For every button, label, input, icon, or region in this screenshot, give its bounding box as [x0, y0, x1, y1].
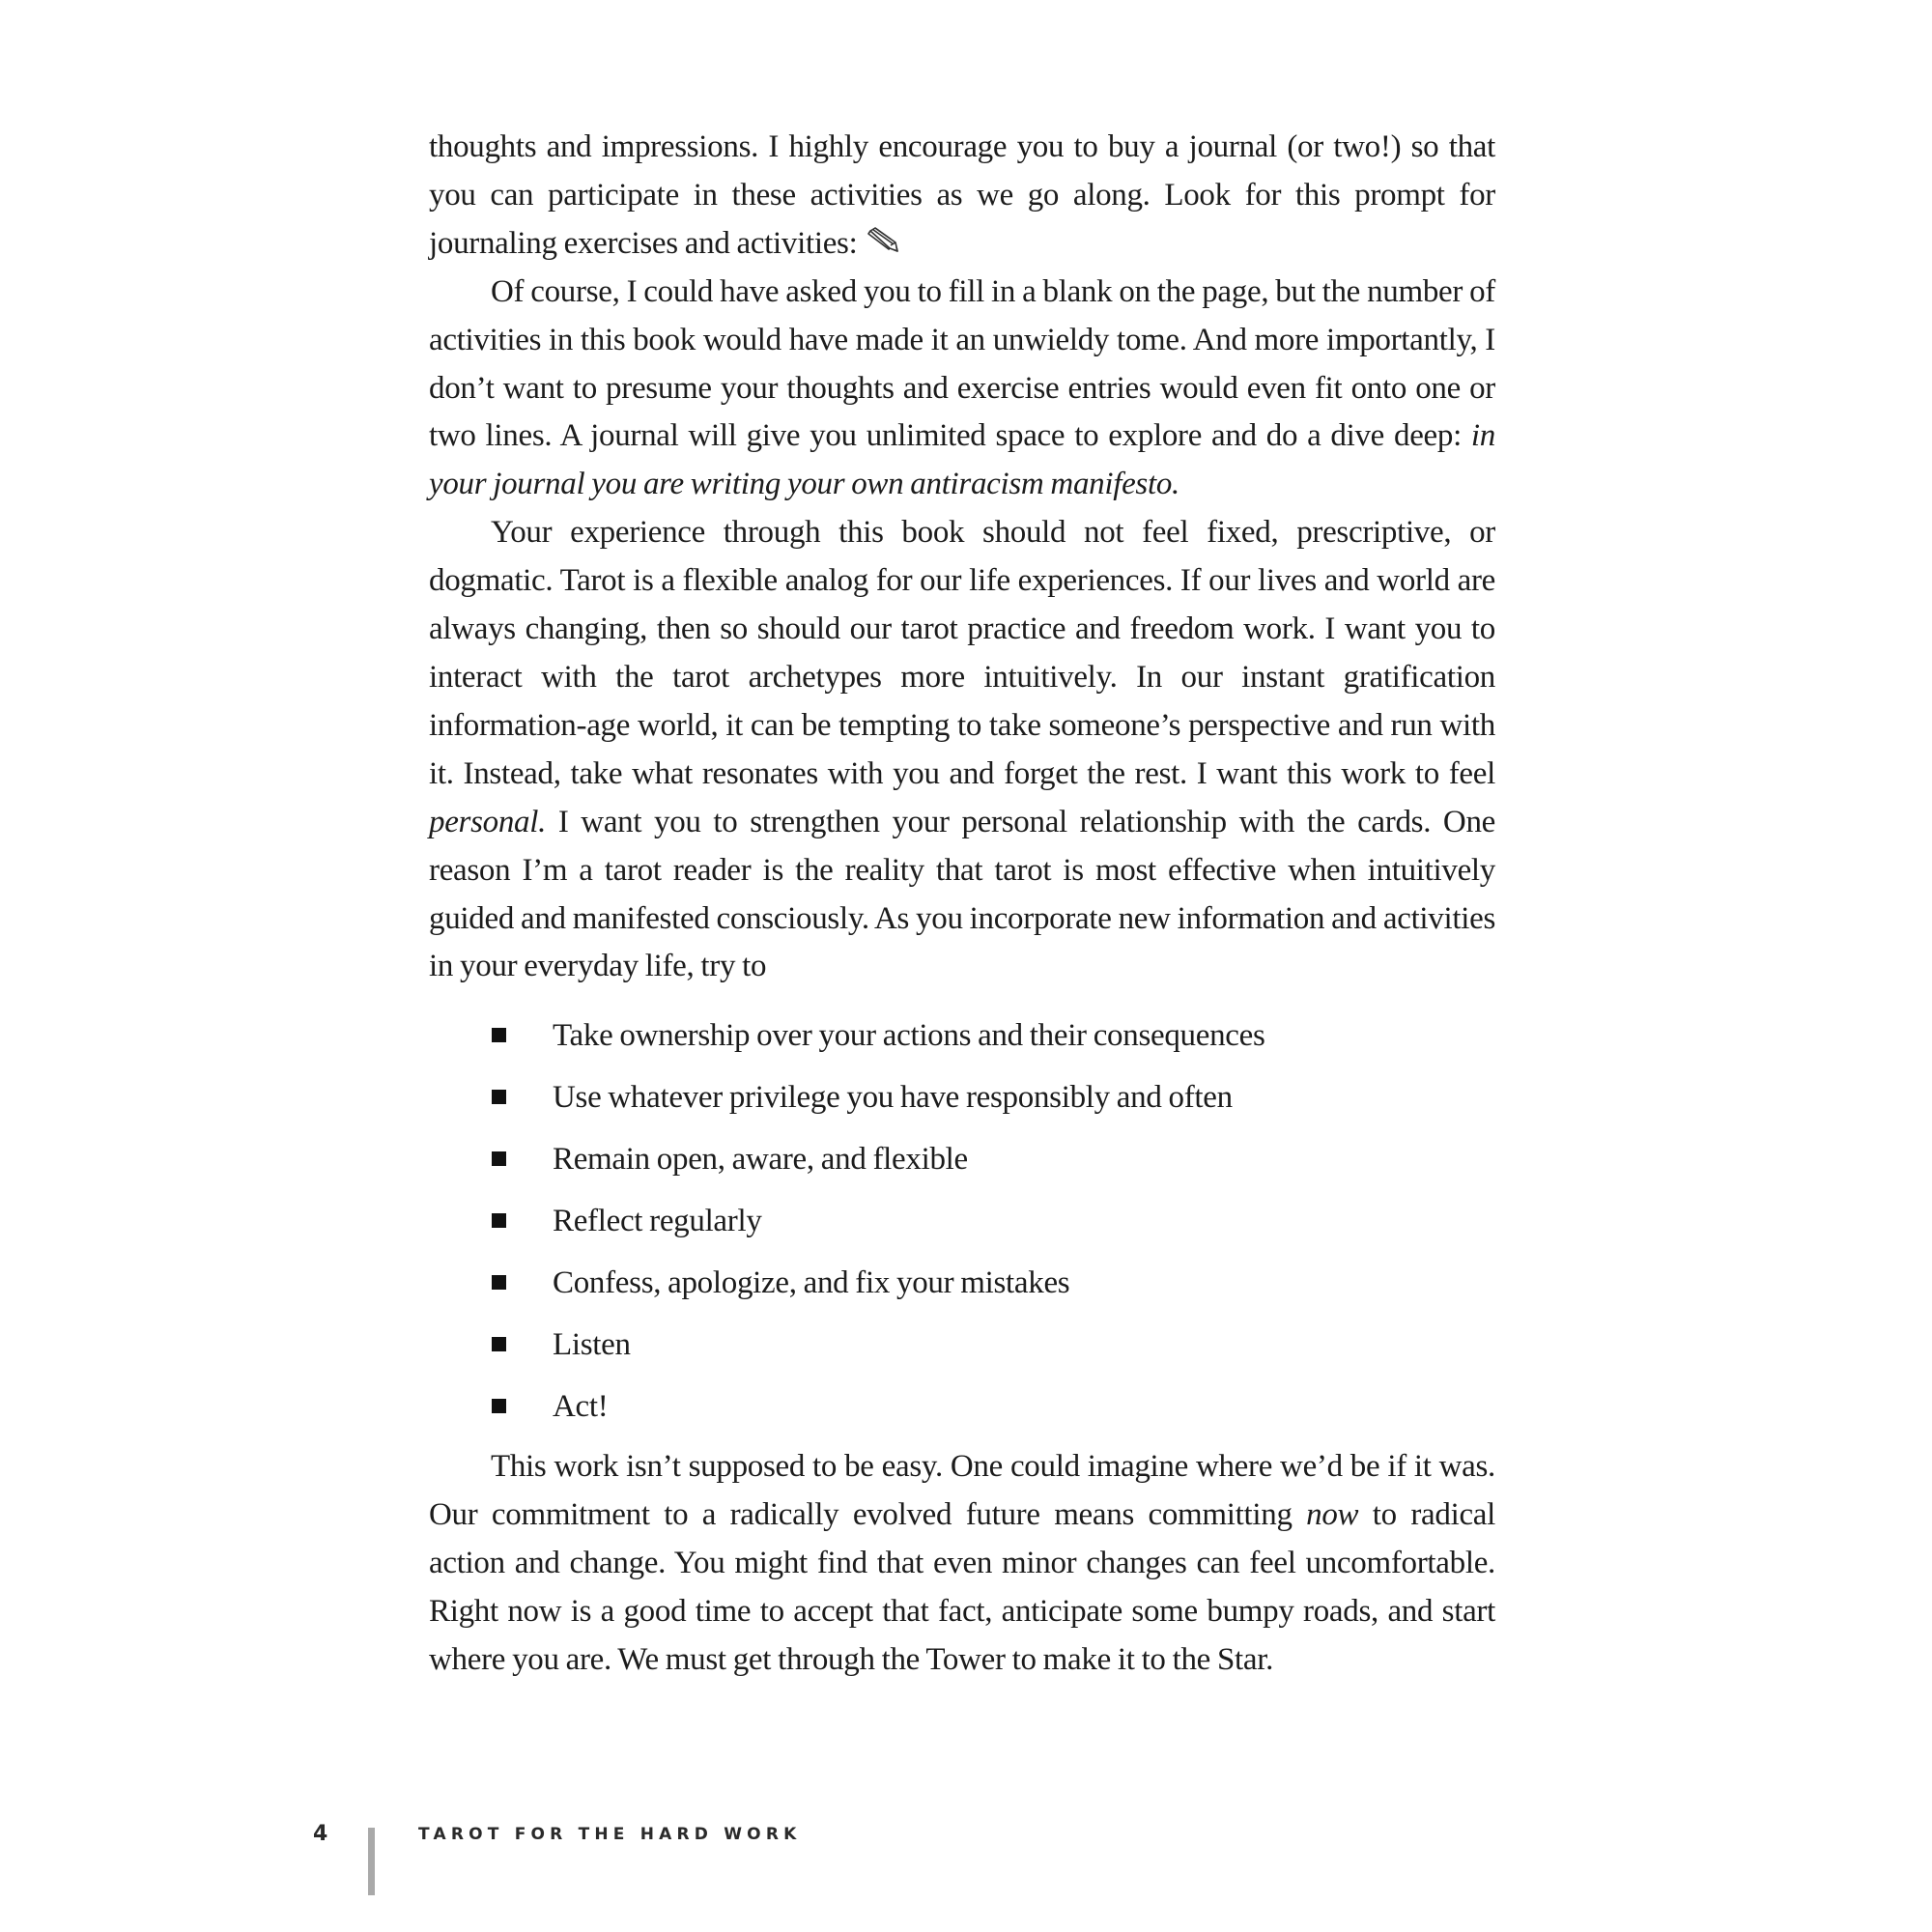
list-item [429, 1190, 1495, 1252]
running-title: TAROT FOR THE HARD WORK [418, 1825, 802, 1844]
bullet-list [429, 1005, 1495, 1437]
paragraph-text: thoughts and impressions. I highly encourage you to buy a journal (or two!) so that you can participate in these activities as we go along. Look for this prompt for journaling exercises and activities: [429, 129, 1495, 261]
square-bullet-icon [492, 1028, 506, 1042]
list-item [429, 1066, 1495, 1128]
square-bullet-icon [492, 1337, 506, 1351]
paragraph-text: Of course, I could have asked you to fill in a blank on the page, but the number of activities in this book would have made it an unwieldy tome. And more importantly, I don’t want to presume your thoughts and exercise entries would even fit onto one or two lines. A journal will give you unlimited space to explore and do a dive deep: [429, 273, 1495, 454]
paragraph-text: This work isn’t supposed to be easy. One could imagine where we’d be if it was. Our commitment to a radically evolved future means committing [429, 1449, 1495, 1533]
body-text [429, 124, 1495, 1685]
paragraph-text: to radical action and change. You might find that even minor changes can feel uncomfortable. Right now is a good time to accept that fact, anticipate some bumpy roads, and start where you are. We must get through the Tower to make it to the Star. [429, 1497, 1496, 1677]
list-item-text: Reflect regularly [553, 1204, 762, 1239]
list-item [429, 1314, 1495, 1376]
square-bullet-icon [492, 1275, 506, 1290]
list-item-text: Remain open, aware, and flexible [553, 1142, 968, 1178]
square-bullet-icon [492, 1213, 506, 1228]
list-item [429, 1376, 1495, 1437]
paragraph-closing [429, 1443, 1495, 1685]
list-item-text: Take ownership over your actions and their consequences [553, 1018, 1265, 1054]
pencil-icon [865, 222, 901, 251]
square-bullet-icon [492, 1090, 506, 1104]
paragraph-experience [429, 509, 1495, 991]
list-item [429, 1128, 1495, 1190]
list-item [429, 1005, 1495, 1066]
paragraph-italic-text: personal. [429, 804, 547, 839]
paragraph-italic-text: in your journal you are writing your own antiracism manifesto. [429, 418, 1495, 502]
square-bullet-icon [492, 1151, 506, 1166]
paragraph-journal-prompt [429, 124, 1495, 269]
list-item-text: Act! [553, 1389, 609, 1425]
list-item-text: Confess, apologize, and fix your mistakes [553, 1265, 1070, 1301]
paragraph-journal-reason [429, 269, 1495, 510]
list-item-text: Use whatever privilege you have responsibly and often [553, 1080, 1233, 1116]
list-item [429, 1252, 1495, 1314]
paragraph-text: Your experience through this book should not feel fixed, prescriptive, or dogmatic. Tarot is a flexible analog for our life experiences. If our lives and world are always changing, then so should our tarot practice and freedom work. I want you to interact with the tarot archetypes more intuitively. In our instant gratification information-age world, it can be tempting to take someone’s perspective and run with it. Instead, take what resonates with you and forget the rest. I want this work to feel [429, 515, 1495, 791]
paragraph-text: I want you to strengthen your personal relationship with the cards. One reason I’m a tarot reader is the reality that tarot is most effective when intuitively guided and manifested consciously. As you incorporate new information and activities in your everyday life, try to [429, 804, 1495, 984]
footer-divider [368, 1828, 375, 1895]
page-number: 4 [313, 1822, 328, 1846]
paragraph-italic-text: now [1306, 1497, 1359, 1533]
square-bullet-icon [492, 1399, 506, 1413]
list-item-text: Listen [553, 1327, 631, 1363]
